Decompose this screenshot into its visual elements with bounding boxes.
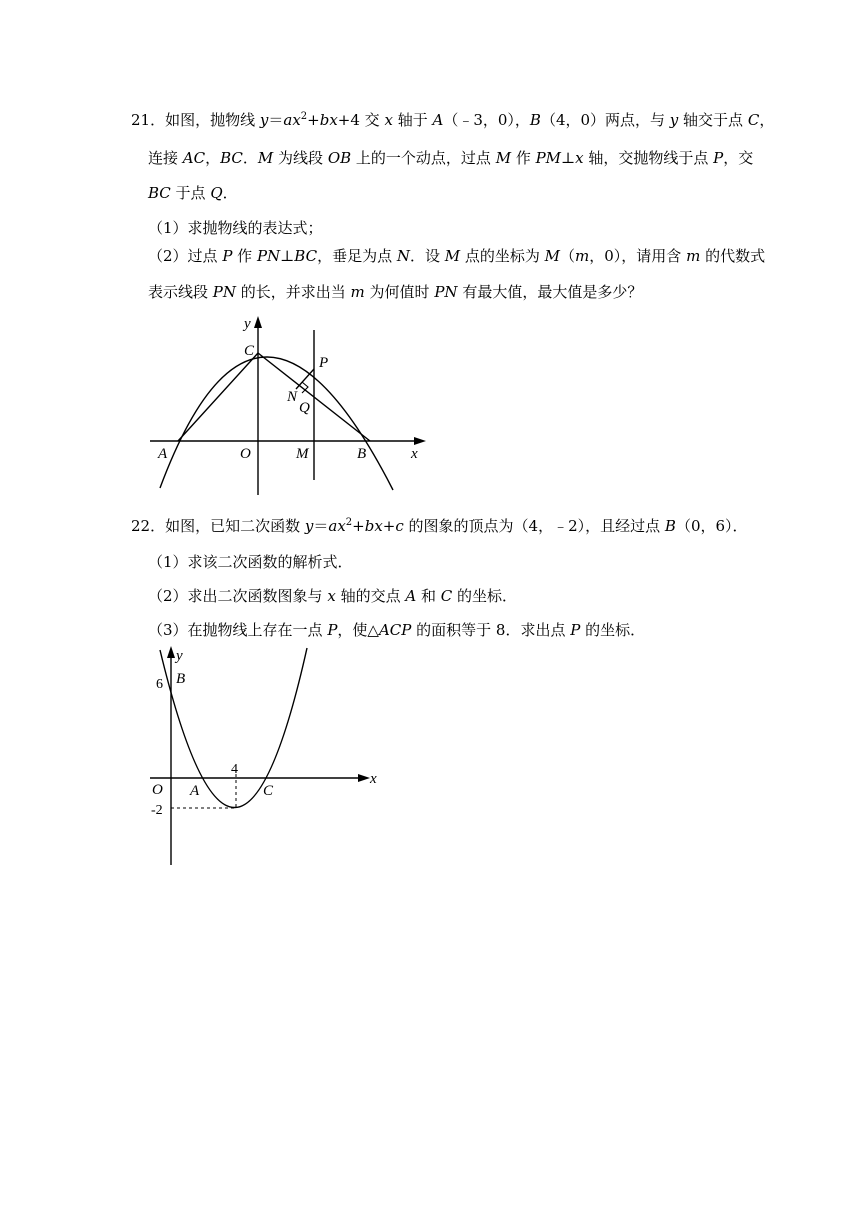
- q22-label-x: x: [370, 771, 377, 787]
- q21-label-x: x: [411, 446, 418, 462]
- q21-label-n: N: [287, 389, 298, 405]
- q22-part-3: （3）在抛物线上存在一点 P，使△ACP 的面积等于 8．求出点 P 的坐标．: [148, 621, 646, 639]
- q22-part-2: （2）求出二次函数图象与 x 轴的交点 A 和 C 的坐标．: [148, 587, 517, 605]
- q22-y-arrow: [167, 646, 175, 658]
- q21-label-y: y: [244, 316, 251, 332]
- q21-line-1: 21．如图，抛物线 $y=ax^2+bx+4$ 交 x 轴于 A（﹣3，0），B（4，0）两点，与 y 轴交于点 C，: [131, 111, 775, 129]
- q21-segment-bc: [258, 353, 370, 441]
- q21-part-1: （1）求抛物线的表达式；: [148, 219, 323, 237]
- q21-part-2-line-2: 表示线段 PN 的长，并求出当 m 为何值时 PN 有最大值，最大值是多少？: [148, 283, 643, 301]
- q21-label-m: M: [296, 446, 309, 462]
- q22-label-a: A: [190, 783, 200, 799]
- q21-segment-ac: [178, 353, 258, 441]
- q21-line-2: 连接 AC，BC．M 为线段 OB 上的一个动点，过点 M 作 PM⊥x 轴，交抛物线于点 P，交: [148, 149, 754, 167]
- q21-label-b: B: [357, 446, 367, 462]
- q21-x-arrow: [414, 437, 426, 445]
- q22-part-1: （1）求该二次函数的解析式．: [148, 553, 353, 571]
- q21-y-arrow: [254, 316, 262, 328]
- q22-x-arrow: [358, 774, 370, 782]
- q22-label-six: 6: [156, 677, 163, 692]
- q21-right-angle-mark: [302, 382, 308, 393]
- q21-line-3: BC 于点 Q．: [148, 184, 238, 202]
- q22-parabola: [160, 648, 307, 808]
- q22-label-four: 4: [231, 762, 238, 777]
- q22-label-neg2: -2: [151, 803, 163, 818]
- q21-segment-pn: [296, 369, 314, 389]
- q21-label-a: A: [158, 446, 168, 462]
- q21-part-2-line-1: （2）过点 P 作 PN⊥BC，垂足为点 N．设 M 点的坐标为 M（m，0），请用含 m 的代数式: [148, 247, 766, 265]
- q21-parabola: [160, 357, 393, 490]
- q22-label-c: C: [263, 783, 274, 799]
- q21-label-p: P: [319, 355, 329, 371]
- q21-label-o: O: [240, 446, 251, 462]
- q22-label-y: y: [176, 648, 183, 664]
- q21-label-c: C: [244, 343, 255, 359]
- q21-label-q: Q: [299, 400, 310, 416]
- q22-label-b: B: [176, 671, 186, 687]
- q22-line-1: 22．如图，已知二次函数 $y=ax^2+bx+c$ 的图象的顶点为（4，﹣2），且经过点 B（0，6）．: [131, 517, 748, 535]
- q22-label-o: O: [152, 782, 163, 798]
